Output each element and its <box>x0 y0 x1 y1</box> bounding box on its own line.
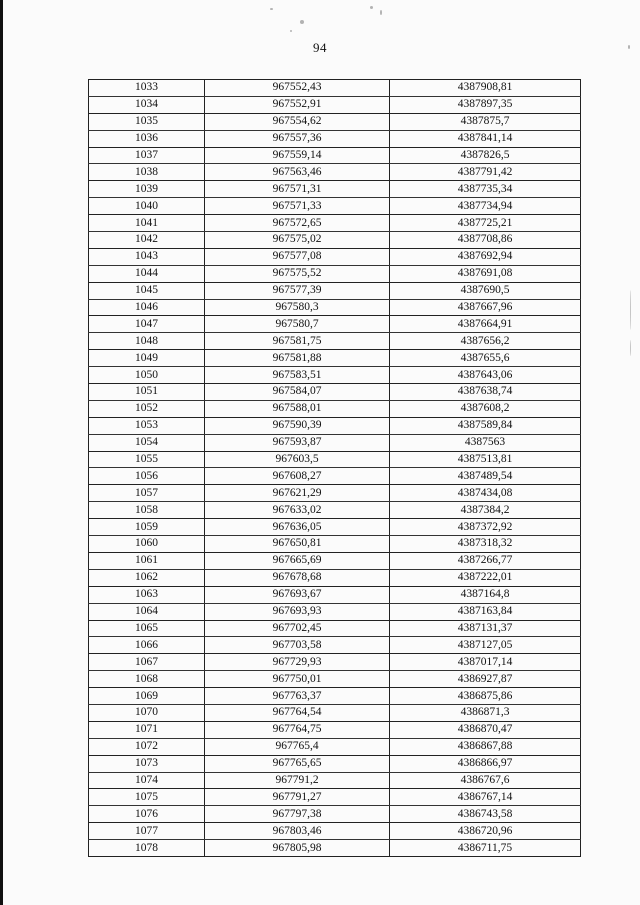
y-coordinate-cell: 4387434,08 <box>390 485 581 502</box>
y-coordinate-cell: 4387563 <box>390 434 581 451</box>
y-coordinate-cell: 4387608,2 <box>390 400 581 417</box>
x-coordinate-cell: 967702,45 <box>205 620 390 637</box>
table-row <box>89 637 581 654</box>
point-number-cell: 1062 <box>89 569 205 586</box>
x-coordinate-cell: 967750,01 <box>205 671 390 688</box>
point-number-cell: 1049 <box>89 350 205 367</box>
point-number-cell: 1052 <box>89 400 205 417</box>
x-coordinate-cell: 967729,93 <box>205 654 390 671</box>
y-coordinate-cell: 4387656,2 <box>390 333 581 350</box>
table-row <box>89 232 581 249</box>
table-row <box>89 350 581 367</box>
y-coordinate-cell: 4387384,2 <box>390 502 581 519</box>
point-number-cell: 1036 <box>89 130 205 147</box>
point-number-cell: 1073 <box>89 755 205 772</box>
x-coordinate-cell: 967563,46 <box>205 164 390 181</box>
table-row <box>89 688 581 705</box>
table-row <box>89 552 581 569</box>
point-number-cell: 1072 <box>89 738 205 755</box>
x-coordinate-cell: 967603,5 <box>205 451 390 468</box>
y-coordinate-cell: 4387725,21 <box>390 215 581 232</box>
point-number-cell: 1054 <box>89 434 205 451</box>
x-coordinate-cell: 967764,75 <box>205 721 390 738</box>
x-coordinate-cell: 967765,65 <box>205 755 390 772</box>
table-row <box>89 704 581 721</box>
y-coordinate-cell: 4387655,6 <box>390 350 581 367</box>
y-coordinate-cell: 4387643,06 <box>390 367 581 384</box>
point-number-cell: 1055 <box>89 451 205 468</box>
y-coordinate-cell: 4386867,88 <box>390 738 581 755</box>
point-number-cell: 1033 <box>89 80 205 97</box>
point-number-cell: 1074 <box>89 772 205 789</box>
table-row <box>89 265 581 282</box>
x-coordinate-cell: 967621,29 <box>205 485 390 502</box>
y-coordinate-cell: 4387735,34 <box>390 181 581 198</box>
table-row <box>89 147 581 164</box>
point-number-cell: 1044 <box>89 265 205 282</box>
point-number-cell: 1042 <box>89 232 205 249</box>
y-coordinate-cell: 4386871,3 <box>390 704 581 721</box>
coordinates-table-body <box>89 80 581 857</box>
point-number-cell: 1075 <box>89 789 205 806</box>
table-row <box>89 417 581 434</box>
x-coordinate-cell: 967805,98 <box>205 840 390 857</box>
point-number-cell: 1053 <box>89 417 205 434</box>
point-number-cell: 1037 <box>89 147 205 164</box>
x-coordinate-cell: 967554,62 <box>205 113 390 130</box>
point-number-cell: 1047 <box>89 316 205 333</box>
x-coordinate-cell: 967693,93 <box>205 603 390 620</box>
x-coordinate-cell: 967678,68 <box>205 569 390 586</box>
table-row <box>89 299 581 316</box>
x-coordinate-cell: 967764,54 <box>205 704 390 721</box>
point-number-cell: 1066 <box>89 637 205 654</box>
point-number-cell: 1046 <box>89 299 205 316</box>
x-coordinate-cell: 967693,67 <box>205 586 390 603</box>
x-coordinate-cell: 967636,05 <box>205 519 390 536</box>
x-coordinate-cell: 967581,75 <box>205 333 390 350</box>
x-coordinate-cell: 967588,01 <box>205 400 390 417</box>
x-coordinate-cell: 967650,81 <box>205 536 390 553</box>
y-coordinate-cell: 4387638,74 <box>390 384 581 401</box>
y-coordinate-cell: 4386870,47 <box>390 721 581 738</box>
scan-left-edge <box>0 0 3 905</box>
x-coordinate-cell: 967571,31 <box>205 181 390 198</box>
y-coordinate-cell: 4387127,05 <box>390 637 581 654</box>
table-row <box>89 502 581 519</box>
y-coordinate-cell: 4387692,94 <box>390 248 581 265</box>
point-number-cell: 1035 <box>89 113 205 130</box>
table-row <box>89 586 581 603</box>
table-row <box>89 80 581 97</box>
table-row <box>89 96 581 113</box>
point-number-cell: 1078 <box>89 840 205 857</box>
table-row <box>89 654 581 671</box>
point-number-cell: 1067 <box>89 654 205 671</box>
point-number-cell: 1050 <box>89 367 205 384</box>
table-row <box>89 721 581 738</box>
y-coordinate-cell: 4386767,14 <box>390 789 581 806</box>
table-row <box>89 400 581 417</box>
x-coordinate-cell: 967572,65 <box>205 215 390 232</box>
point-number-cell: 1041 <box>89 215 205 232</box>
point-number-cell: 1076 <box>89 806 205 823</box>
point-number-cell: 1061 <box>89 552 205 569</box>
y-coordinate-cell: 4387897,35 <box>390 96 581 113</box>
point-number-cell: 1068 <box>89 671 205 688</box>
x-coordinate-cell: 967577,39 <box>205 282 390 299</box>
y-coordinate-cell: 4387826,5 <box>390 147 581 164</box>
y-coordinate-cell: 4386720,96 <box>390 823 581 840</box>
y-coordinate-cell: 4387163,84 <box>390 603 581 620</box>
point-number-cell: 1043 <box>89 248 205 265</box>
table-row <box>89 333 581 350</box>
x-coordinate-cell: 967665,69 <box>205 552 390 569</box>
scan-speck <box>630 340 631 356</box>
scan-speck <box>630 290 631 330</box>
point-number-cell: 1059 <box>89 519 205 536</box>
table-row <box>89 823 581 840</box>
y-coordinate-cell: 4386767,6 <box>390 772 581 789</box>
scan-speck <box>380 10 382 15</box>
y-coordinate-cell: 4386875,86 <box>390 688 581 705</box>
point-number-cell: 1060 <box>89 536 205 553</box>
y-coordinate-cell: 4386711,75 <box>390 840 581 857</box>
y-coordinate-cell: 4387372,92 <box>390 519 581 536</box>
y-coordinate-cell: 4387164,8 <box>390 586 581 603</box>
table-row <box>89 519 581 536</box>
table-row <box>89 772 581 789</box>
x-coordinate-cell: 967581,88 <box>205 350 390 367</box>
point-number-cell: 1063 <box>89 586 205 603</box>
scan-speck <box>270 8 273 10</box>
table-row <box>89 603 581 620</box>
point-number-cell: 1071 <box>89 721 205 738</box>
point-number-cell: 1056 <box>89 468 205 485</box>
y-coordinate-cell: 4387222,01 <box>390 569 581 586</box>
table-row <box>89 113 581 130</box>
page-number: 94 <box>313 40 327 55</box>
x-coordinate-cell: 967703,58 <box>205 637 390 654</box>
x-coordinate-cell: 967593,87 <box>205 434 390 451</box>
x-coordinate-cell: 967590,39 <box>205 417 390 434</box>
x-coordinate-cell: 967584,07 <box>205 384 390 401</box>
table-row <box>89 840 581 857</box>
table-row <box>89 181 581 198</box>
x-coordinate-cell: 967580,7 <box>205 316 390 333</box>
coordinates-table-container <box>88 79 580 857</box>
table-row <box>89 434 581 451</box>
point-number-cell: 1069 <box>89 688 205 705</box>
x-coordinate-cell: 967803,46 <box>205 823 390 840</box>
point-number-cell: 1057 <box>89 485 205 502</box>
x-coordinate-cell: 967552,43 <box>205 80 390 97</box>
y-coordinate-cell: 4387489,54 <box>390 468 581 485</box>
table-row <box>89 789 581 806</box>
table-row <box>89 569 581 586</box>
point-number-cell: 1077 <box>89 823 205 840</box>
x-coordinate-cell: 967797,38 <box>205 806 390 823</box>
y-coordinate-cell: 4387691,08 <box>390 265 581 282</box>
point-number-cell: 1070 <box>89 704 205 721</box>
table-row <box>89 130 581 147</box>
table-row <box>89 316 581 333</box>
x-coordinate-cell: 967765,4 <box>205 738 390 755</box>
point-number-cell: 1048 <box>89 333 205 350</box>
y-coordinate-cell: 4387664,91 <box>390 316 581 333</box>
y-coordinate-cell: 4387841,14 <box>390 130 581 147</box>
y-coordinate-cell: 4386743,58 <box>390 806 581 823</box>
table-row <box>89 620 581 637</box>
table-row <box>89 198 581 215</box>
table-row <box>89 215 581 232</box>
table-row <box>89 164 581 181</box>
x-coordinate-cell: 967791,2 <box>205 772 390 789</box>
point-number-cell: 1065 <box>89 620 205 637</box>
point-number-cell: 1039 <box>89 181 205 198</box>
x-coordinate-cell: 967608,27 <box>205 468 390 485</box>
x-coordinate-cell: 967791,27 <box>205 789 390 806</box>
table-row <box>89 671 581 688</box>
y-coordinate-cell: 4387513,81 <box>390 451 581 468</box>
x-coordinate-cell: 967571,33 <box>205 198 390 215</box>
y-coordinate-cell: 4387667,96 <box>390 299 581 316</box>
x-coordinate-cell: 967552,91 <box>205 96 390 113</box>
coordinates-table <box>88 79 581 857</box>
table-row <box>89 367 581 384</box>
point-number-cell: 1058 <box>89 502 205 519</box>
table-row <box>89 248 581 265</box>
scan-speck <box>300 20 304 24</box>
table-row <box>89 536 581 553</box>
y-coordinate-cell: 4387017,14 <box>390 654 581 671</box>
table-row <box>89 755 581 772</box>
x-coordinate-cell: 967763,37 <box>205 688 390 705</box>
x-coordinate-cell: 967575,02 <box>205 232 390 249</box>
point-number-cell: 1038 <box>89 164 205 181</box>
y-coordinate-cell: 4387318,32 <box>390 536 581 553</box>
y-coordinate-cell: 4386866,97 <box>390 755 581 772</box>
y-coordinate-cell: 4386927,87 <box>390 671 581 688</box>
point-number-cell: 1045 <box>89 282 205 299</box>
x-coordinate-cell: 967583,51 <box>205 367 390 384</box>
y-coordinate-cell: 4387266,77 <box>390 552 581 569</box>
y-coordinate-cell: 4387131,37 <box>390 620 581 637</box>
table-row <box>89 485 581 502</box>
x-coordinate-cell: 967577,08 <box>205 248 390 265</box>
point-number-cell: 1040 <box>89 198 205 215</box>
x-coordinate-cell: 967575,52 <box>205 265 390 282</box>
x-coordinate-cell: 967557,36 <box>205 130 390 147</box>
table-row <box>89 468 581 485</box>
y-coordinate-cell: 4387708,86 <box>390 232 581 249</box>
table-row <box>89 738 581 755</box>
point-number-cell: 1051 <box>89 384 205 401</box>
y-coordinate-cell: 4387690,5 <box>390 282 581 299</box>
point-number-cell: 1034 <box>89 96 205 113</box>
y-coordinate-cell: 4387908,81 <box>390 80 581 97</box>
point-number-cell: 1064 <box>89 603 205 620</box>
scan-speck <box>290 30 292 32</box>
y-coordinate-cell: 4387875,7 <box>390 113 581 130</box>
scan-speck <box>370 6 373 9</box>
y-coordinate-cell: 4387734,94 <box>390 198 581 215</box>
x-coordinate-cell: 967559,14 <box>205 147 390 164</box>
y-coordinate-cell: 4387589,84 <box>390 417 581 434</box>
table-row <box>89 451 581 468</box>
table-row <box>89 384 581 401</box>
x-coordinate-cell: 967633,02 <box>205 502 390 519</box>
x-coordinate-cell: 967580,3 <box>205 299 390 316</box>
table-row <box>89 806 581 823</box>
table-row <box>89 282 581 299</box>
y-coordinate-cell: 4387791,42 <box>390 164 581 181</box>
